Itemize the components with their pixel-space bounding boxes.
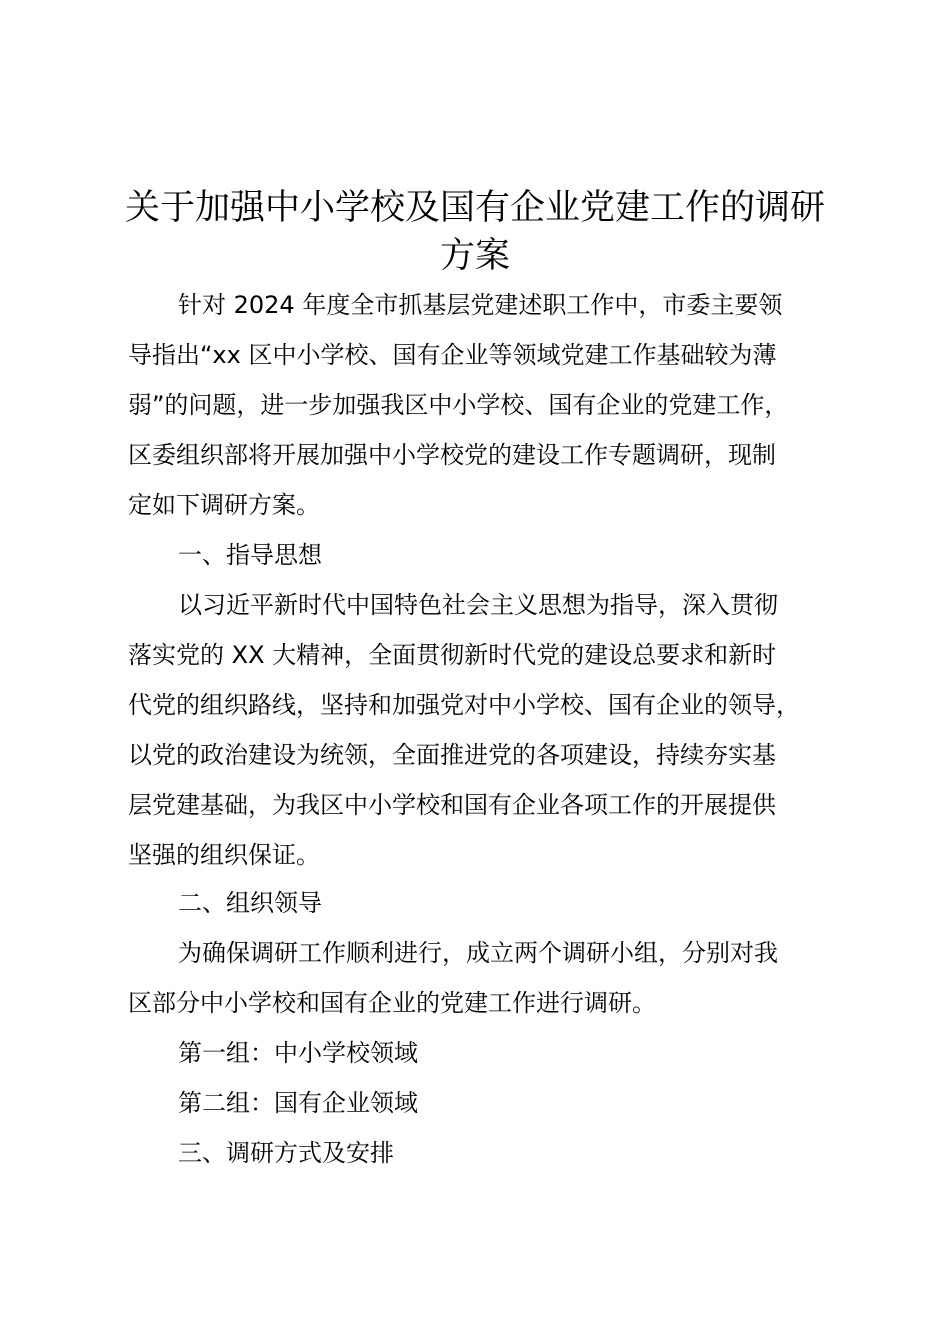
paragraph-line: 区委组织部将开展加强中小学校党的建设工作专题调研，现制 [128,441,776,469]
document-title-line-1: 关于加强中小学校及国有企业党建工作的调研 [124,188,825,228]
section-heading-research-method: 三、调研方式及安排 [178,1139,394,1167]
paragraph-line: 坚强的组织保证。 [128,841,320,869]
paragraph-line: 以党的政治建设为统领，全面推进党的各项建设，持续夯实基 [128,741,776,769]
paragraph-line: 定如下调研方案。 [128,491,320,519]
paragraph-line: 层党建基础，为我区中小学校和国有企业各项工作的开展提供 [128,791,776,819]
paragraph-line: 代党的组织路线，坚持和加强党对中小学校、国有企业的领导， [128,691,800,719]
document-title-line-2: 方案 [439,236,510,276]
paragraph-line: 以习近平新时代中国特色社会主义思想为指导，深入贯彻 [178,591,778,619]
group-one-line: 第一组：中小学校领域 [178,1039,418,1067]
paragraph-line: 导指出“xx 区中小学校、国有企业等领域党建工作基础较为薄 [128,341,777,369]
section-heading-guiding-ideology: 一、指导思想 [178,541,322,569]
paragraph-line: 落实党的 XX 大精神，全面贯彻新时代党的建设总要求和新时 [128,641,777,669]
paragraph-line: 针对 2024 年度全市抓基层党建述职工作中，市委主要领 [178,291,783,319]
paragraph-line: 弱”的问题，进一步加强我区中小学校、国有企业的党建工作， [128,391,789,419]
group-two-line: 第二组：国有企业领域 [178,1089,418,1117]
paragraph-line: 区部分中小学校和国有企业的党建工作进行调研。 [128,989,656,1017]
paragraph-line: 为确保调研工作顺利进行，成立两个调研小组，分别对我 [178,939,778,967]
section-heading-organization: 二、组织领导 [178,889,322,917]
